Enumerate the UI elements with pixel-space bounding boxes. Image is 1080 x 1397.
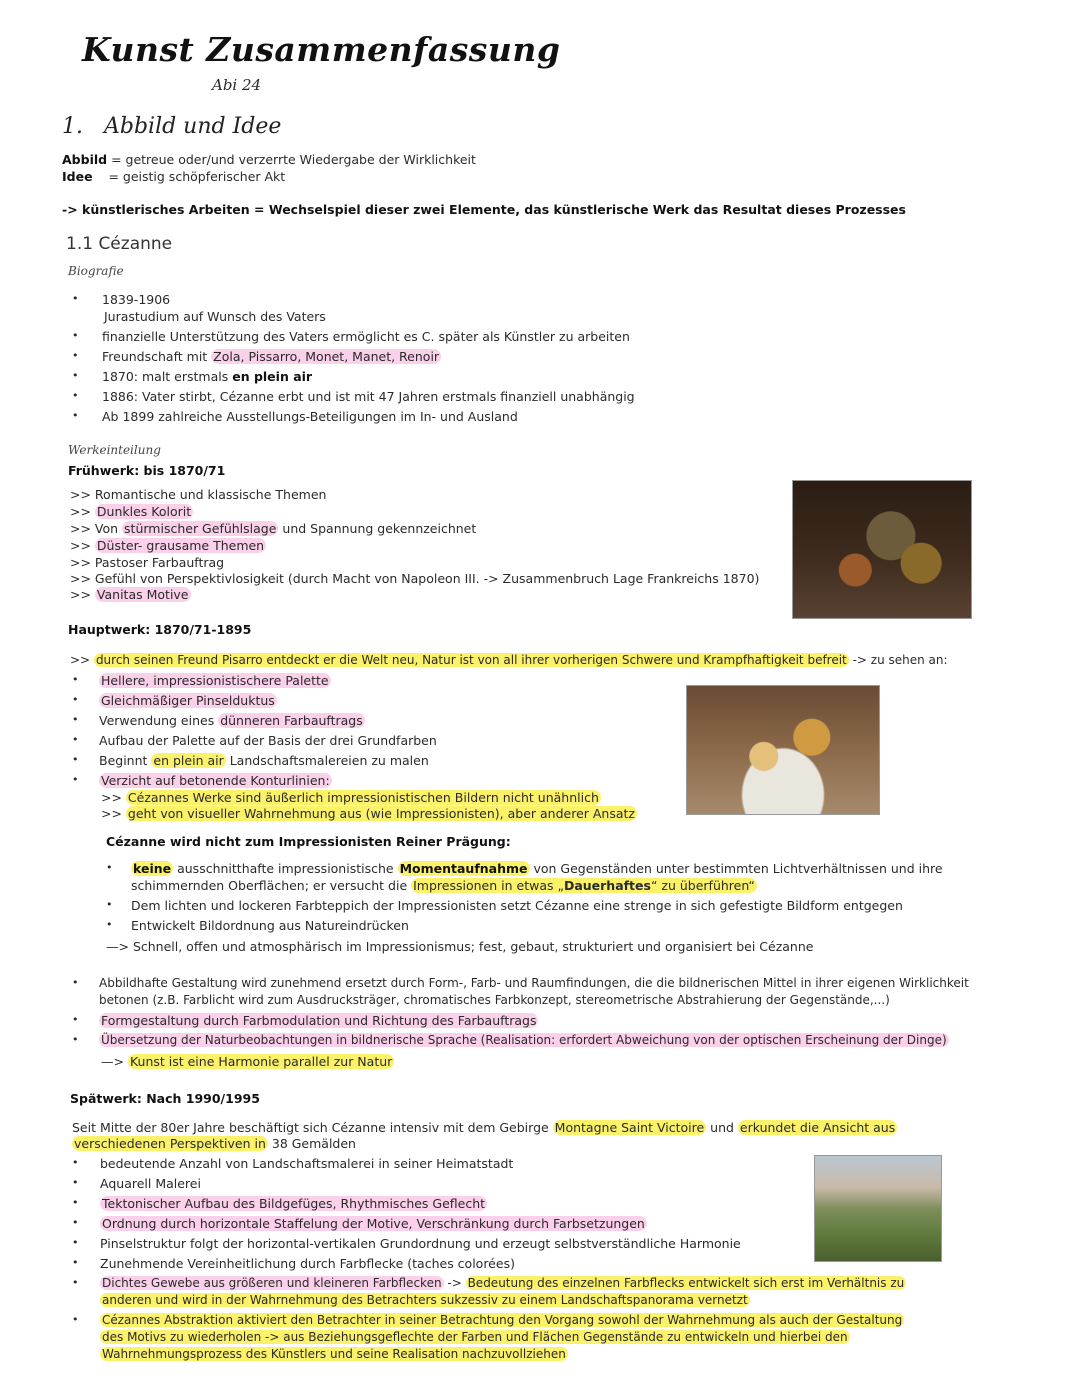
bullet: •: [106, 918, 113, 931]
bullet: •: [106, 898, 113, 911]
bullet: •: [72, 753, 79, 766]
document-subtitle: Abi 24: [212, 76, 262, 94]
bullet: •: [72, 409, 79, 422]
sub-item: Entwickelt Bildordnung aus Natureindrücken: [131, 918, 409, 933]
bullet: •: [72, 976, 79, 989]
late-work-item: Ordnung durch horizontale Staffelung der Motive, Verschränkung durch Farbsetzungen: [102, 1216, 645, 1231]
bio-item: finanzielle Unterstützung des Vaters ermöglicht es C. später als Künstler zu arbeiten: [102, 329, 630, 344]
main-work-item: Gleichmäßiger Pinselduktus: [101, 693, 275, 708]
main-work-item-continued: betonen (z.B. Farblicht wird zum Ausdrucksträger, chromatisches Farbkonzept, stereometrische Abstrahierung der Gegenstände,...): [99, 993, 890, 1007]
early-work-item: >> Vanitas Motive: [70, 587, 189, 602]
late-work-intro: Seit Mitte der 80er Jahre beschäftigt sich Cézanne intensiv mit dem Gebirge Montagne Saint Victoire und erkundet die Ansicht aus: [72, 1120, 896, 1135]
subsection-title: 1.1 Cézanne: [66, 234, 173, 254]
definition-idee: Idee = geistig schöpferischer Akt: [62, 169, 286, 184]
bullet: •: [72, 1196, 79, 1209]
bullet: •: [72, 1033, 79, 1046]
bullet: •: [72, 1236, 79, 1249]
early-work-item: >> Düster- grausame Themen: [70, 538, 265, 553]
section-heading: [62, 114, 281, 139]
early-work-item: >> Gefühl von Perspektivlosigkeit (durch Macht von Napoleon III. -> Zusammenbruch Lage Frankreichs 1870): [70, 571, 760, 586]
early-work-title: Frühwerk: bis 1870/71: [68, 463, 226, 478]
late-work-item: Aquarell Malerei: [100, 1176, 201, 1191]
late-work-title: Spätwerk: Nach 1990/1995: [70, 1091, 260, 1106]
late-work-item: Pinselstruktur folgt der horizontal-vertikalen Grundordnung und erzeugt selbstverständliche Harmonie: [100, 1236, 741, 1251]
bio-item: Freundschaft mit Zola, Pissarro, Monet, Manet, Renoir: [102, 349, 440, 364]
main-work-item: Verzicht auf betonende Konturlinien:: [101, 773, 330, 788]
section-title: Abbild und Idee: [103, 114, 282, 139]
section-conclusion: -> künstlerisches Arbeiten = Wechselspiel dieser zwei Elemente, das künstlerische Werk das Resultat dieses Prozesses: [62, 202, 906, 217]
bullet: •: [72, 1256, 79, 1269]
late-work-item: Zunehmende Vereinheitlichung durch Farbflecke (taches colorées): [100, 1256, 515, 1271]
bullet: •: [72, 389, 79, 402]
early-work-item: >> Romantische und klassische Themen: [70, 487, 327, 502]
bullet: •: [72, 1216, 79, 1229]
main-work-subitem: >> Cézannes Werke sind äußerlich impressionistischen Bildern nicht unähnlich: [101, 790, 599, 805]
landscape-painting-late: [814, 1155, 942, 1262]
bio-item-sub: Jurastudium auf Wunsch des Vaters: [104, 309, 326, 324]
main-work-item: Hellere, impressionistischere Palette: [101, 673, 329, 688]
late-work-item: bedeutende Anzahl von Landschaftsmalerei in seiner Heimatstadt: [100, 1156, 514, 1171]
early-work-item: >> Dunkles Kolorit: [70, 504, 192, 519]
bullet: •: [72, 369, 79, 382]
section-number: 1.: [62, 114, 83, 139]
still-life-painting-main: [686, 685, 880, 815]
bio-item: 1839-1906: [102, 292, 171, 307]
bullet: •: [72, 1013, 79, 1026]
sub-item: Dem lichten und lockeren Farbteppich der Impressionisten setzt Cézanne eine strenge in sich gefestigte Bildform entgegen: [131, 898, 903, 913]
late-work-item: Dichtes Gewebe aus größeren und kleineren Farbflecken -> Bedeutung des einzelnen Farbflecks entwickelt sich erst im Verhältnis zu: [102, 1276, 905, 1290]
bullet: •: [72, 292, 79, 305]
bullet: •: [72, 713, 79, 726]
definition-abbild: Abbild = getreue oder/und verzerrte Wiedergabe der Wirklichkeit: [62, 152, 476, 167]
late-work-item: Cézannes Abstraktion aktiviert den Betrachter in seiner Betrachtung den Vorgang sowohl der Wahrnehmung als auch der Gestaltung: [102, 1313, 903, 1327]
sub-item-continued: schimmernden Oberflächen; er versucht die Impressionen in etwas „Dauerhaftes“ zu überführen“: [131, 878, 755, 893]
main-work-item: Formgestaltung durch Farbmodulation und Richtung des Farbauftrags: [101, 1013, 537, 1028]
sub-heading: Cézanne wird nicht zum Impressionisten Reiner Prägung:: [106, 834, 511, 849]
work-periods-label: Werkeinteilung: [68, 443, 161, 457]
bullet: •: [72, 773, 79, 786]
bullet: •: [72, 1176, 79, 1189]
bullet: •: [72, 1276, 79, 1289]
main-work-intro: >> durch seinen Freund Pisarro entdeckt er die Welt neu, Natur ist von all ihrer vorherigen Schwere und Krampfhaftigkeit befreit -> zu sehen an:: [70, 653, 948, 667]
main-work-item: Abbildhafte Gestaltung wird zunehmend ersetzt durch Form-, Farb- und Raumfindungen, die die bildnerischen Mittel in ihrer eigenen Wirklichkeit: [99, 976, 969, 990]
bio-item: 1870: malt erstmals en plein air: [102, 369, 313, 384]
early-work-item: >> Von stürmischer Gefühlslage und Spannung gekennzeichnet: [70, 521, 477, 536]
bullet: •: [72, 349, 79, 362]
biography-label: Biografie: [68, 264, 124, 278]
main-work-subitem: >> geht von visueller Wahrnehmung aus (wie Impressionisten), aber anderer Ansatz: [101, 806, 635, 821]
still-life-painting-early: [792, 480, 972, 619]
bio-item: 1886: Vater stirbt, Cézanne erbt und ist mit 47 Jahren erstmals finanziell unabhängig: [102, 389, 635, 404]
sub-conclusion: —> Schnell, offen und atmosphärisch im Impressionismus; fest, gebaut, strukturiert und organisiert bei Cézanne: [106, 939, 814, 954]
bullet: •: [106, 861, 113, 874]
main-work-item: Verwendung eines dünneren Farbauftrags: [99, 713, 363, 728]
bullet: •: [72, 1313, 79, 1326]
late-work-item-continued: anderen und wird in der Wahrnehmung des Betrachters sukzessiv zu einem Landschaftspanorama vernetzt: [102, 1293, 748, 1307]
sub-item: keine ausschnitthafte impressionistische Momentaufnahme von Gegenständen unter bestimmten Lichtverhältnissen und ihre: [133, 861, 943, 876]
late-work-item-continued: Wahrnehmungsprozess des Künstlers und seine Realisation nachzuvollziehen: [102, 1347, 566, 1361]
main-work-item: Beginnt en plein air Landschaftsmalereien zu malen: [99, 753, 429, 768]
main-work-item: Aufbau der Palette auf der Basis der drei Grundfarben: [99, 733, 437, 748]
late-work-item: Tektonischer Aufbau des Bildgefüges, Rhythmisches Geflecht: [102, 1196, 486, 1211]
late-work-intro-continued: verschiedenen Perspektiven in 38 Gemälden: [74, 1136, 356, 1151]
bio-item: Ab 1899 zahlreiche Ausstellungs-Beteiligungen im In- und Ausland: [102, 409, 518, 424]
main-work-title: Hauptwerk: 1870/71-1895: [68, 622, 252, 637]
document-title: Kunst Zusammenfassung: [82, 30, 561, 69]
late-work-item-continued: des Motivs zu wiederholen -> aus Beziehungsgeflechte der Farben und Flächen Gegenstände zu entwickeln und hierbei den: [102, 1330, 848, 1344]
bullet: •: [72, 329, 79, 342]
main-work-conclusion: —> Kunst ist eine Harmonie parallel zur Natur: [101, 1054, 393, 1069]
bullet: •: [72, 693, 79, 706]
main-work-item: Übersetzung der Naturbeobachtungen in bildnerische Sprache (Realisation: erfordert Abweichung von der optischen Erscheinung der Dinge): [101, 1033, 947, 1047]
bullet: •: [72, 1156, 79, 1169]
early-work-item: >> Pastoser Farbauftrag: [70, 555, 225, 570]
bullet: •: [72, 733, 79, 746]
bullet: •: [72, 673, 79, 686]
